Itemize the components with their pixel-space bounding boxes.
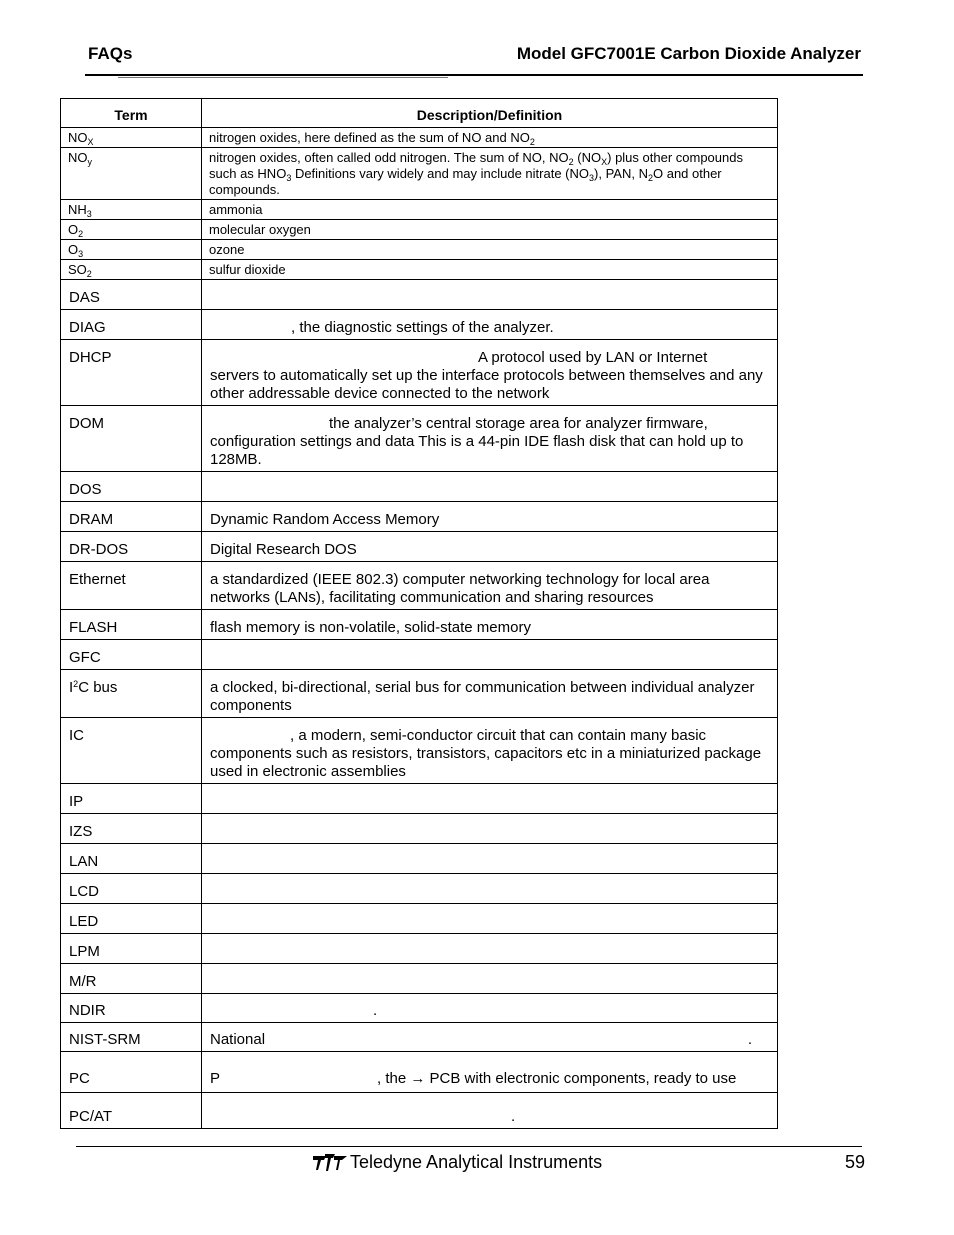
table-row [61,874,778,904]
description-text: PCB with electronic components, ready to use [425,1070,737,1087]
description-cell: Dynamic Random Access Memory [202,502,778,532]
term-cell: IC [61,718,202,784]
description-cell [202,874,778,904]
header-rule-secondary [118,77,448,78]
description-text: nitrogen oxides, often called odd nitrogen. The sum of NO, NO [209,150,569,165]
description-cell: . [202,994,778,1023]
term-cell: DOM [61,406,202,472]
header-section-title: FAQs [88,44,133,63]
teledyne-logo-icon [312,1152,348,1172]
table-row [61,640,778,670]
description-cell: ozone [202,240,778,260]
term-cell [61,670,202,718]
term-cell: DR-DOS [61,532,202,562]
description-cell: Digital Research DOS [202,532,778,562]
description-cell: flash memory is non-volatile, solid-state memory [202,610,778,640]
term-cell: NIST-SRM [61,1023,202,1052]
description-text: , a modern, semi-conductor circuit that can contain many basic [290,727,707,744]
term-subscript: X [87,137,94,147]
description-cell [202,934,778,964]
description-cell [202,784,778,814]
table-row [61,610,778,640]
term-cell [61,148,202,200]
term-text: NO [68,150,88,165]
term-cell: Ethernet [61,562,202,610]
description-cell: a standardized (IEEE 802.3) computer networking technology for local area networks (LANs), facilitating communication and sharing resources [202,562,778,610]
description-cell [202,1023,778,1052]
description-text: ) plus other compounds such as HNO [209,150,743,181]
description-cell [202,472,778,502]
description-text: configuration settings and data This is a 44-pin IDE flash disk that can hold up to 128MB. [210,433,744,468]
description-text: the analyzer’s central storage area for analyzer firmware, [329,415,708,432]
description-subscript: 2 [647,173,653,183]
footer-company-name: Teledyne Analytical Instruments [350,1152,603,1172]
table-row [61,814,778,844]
term-cell: DAS [61,280,202,310]
term-text: O [68,222,79,237]
term-cell: LCD [61,874,202,904]
term-cell: IP [61,784,202,814]
term-cell: LPM [61,934,202,964]
description-text: components such as resistors, transistors, capacitors etc in a miniaturized package used in electronic assemblies [210,745,762,780]
description-cell [202,1052,778,1093]
description-cell: . [202,1093,778,1129]
description-text: servers to automatically set up the interface protocols between themselves and any other addressable device connected to the network [210,367,763,402]
table-row [61,472,778,502]
term-cell: IZS [61,814,202,844]
description-cell [202,640,778,670]
description-text: nitrogen oxides, here defined as the sum of NO and NO [209,130,530,145]
table-row [61,260,778,280]
table-row [61,670,778,718]
term-subscript: 2 [78,229,84,239]
term-subscript: 2 [86,269,92,279]
term-cell: LED [61,904,202,934]
term-cell: PC/AT [61,1093,202,1129]
table-row [61,406,778,472]
table-row [61,128,778,148]
description-cell: molecular oxygen [202,220,778,240]
term-cell [61,200,202,220]
description-text: Definitions vary widely and may include nitrate (NO [291,166,590,181]
table-row [61,310,778,340]
term-cell: DIAG [61,310,202,340]
term-text: C bus [78,679,118,696]
description-cell [202,814,778,844]
column-header-description: Description/Definition [202,99,778,128]
description-text: . [747,1031,752,1048]
description-cell [202,844,778,874]
description-cell [202,718,778,784]
term-cell [61,260,202,280]
description-cell: a clocked, bi-directional, serial bus for communication between individual analyzer components [202,670,778,718]
table-row [61,964,778,994]
description-text: , the [377,1070,411,1087]
header-document-title: Model GFC7001E Carbon Dioxide Analyzer [516,44,861,63]
description-cell: , the diagnostic settings of the analyzer. [202,310,778,340]
term-text: NH [68,202,87,217]
table-row [61,240,778,260]
table-row [61,148,778,200]
table-row [61,994,778,1023]
term-subscript: y [87,157,92,167]
description-cell: ammonia [202,200,778,220]
table-row [61,502,778,532]
table-row [61,904,778,934]
description-text: National [210,1031,266,1048]
term-superscript: 2 [73,679,79,689]
term-cell: GFC [61,640,202,670]
term-text: O [68,242,79,257]
table-row [61,844,778,874]
description-cell [202,148,778,200]
description-text: ), PAN, N [594,166,648,181]
description-subscript: 3 [286,173,292,183]
term-cell [61,128,202,148]
term-cell: LAN [61,844,202,874]
term-cell: M/R [61,964,202,994]
table-row [61,1093,778,1129]
column-header-term: Term [61,99,202,128]
term-cell: FLASH [61,610,202,640]
description-cell [202,406,778,472]
table-header-row [61,99,778,128]
arrow-icon: → [410,1070,426,1087]
table-row [61,280,778,310]
term-cell [61,220,202,240]
table-row [61,532,778,562]
term-subscript: 3 [86,209,92,219]
term-cell: PC [61,1052,202,1093]
term-cell: DRAM [61,502,202,532]
term-cell: DOS [61,472,202,502]
table-row [61,220,778,240]
description-subscript: X [601,157,608,167]
footer-rule [76,1146,862,1147]
description-cell [202,964,778,994]
term-text: I [69,679,74,696]
description-text: (NO [573,150,602,165]
table-row [61,562,778,610]
description-text: O and other compounds. [209,166,722,197]
header-rule [85,74,863,76]
description-cell: sulfur dioxide [202,260,778,280]
term-text: NO [68,130,88,145]
table-row [61,200,778,220]
description-cell [202,128,778,148]
description-cell [202,280,778,310]
term-cell [61,240,202,260]
table-row [61,340,778,406]
table-row [61,1052,778,1093]
description-subscript: 3 [589,173,595,183]
term-text: SO [68,262,87,277]
description-cell [202,904,778,934]
table-row [61,934,778,964]
term-subscript: 3 [78,249,84,259]
term-cell: DHCP [61,340,202,406]
table-row [61,1023,778,1052]
description-cell [202,340,778,406]
description-subscript: 2 [529,137,535,147]
table-row [61,784,778,814]
glossary-table [60,98,778,1129]
description-subscript: 2 [568,157,574,167]
description-text: P [210,1070,221,1087]
description-text: A protocol used by LAN or Internet [478,349,708,366]
table-row [61,718,778,784]
page-number: 59 [845,1152,866,1172]
term-cell: NDIR [61,994,202,1023]
